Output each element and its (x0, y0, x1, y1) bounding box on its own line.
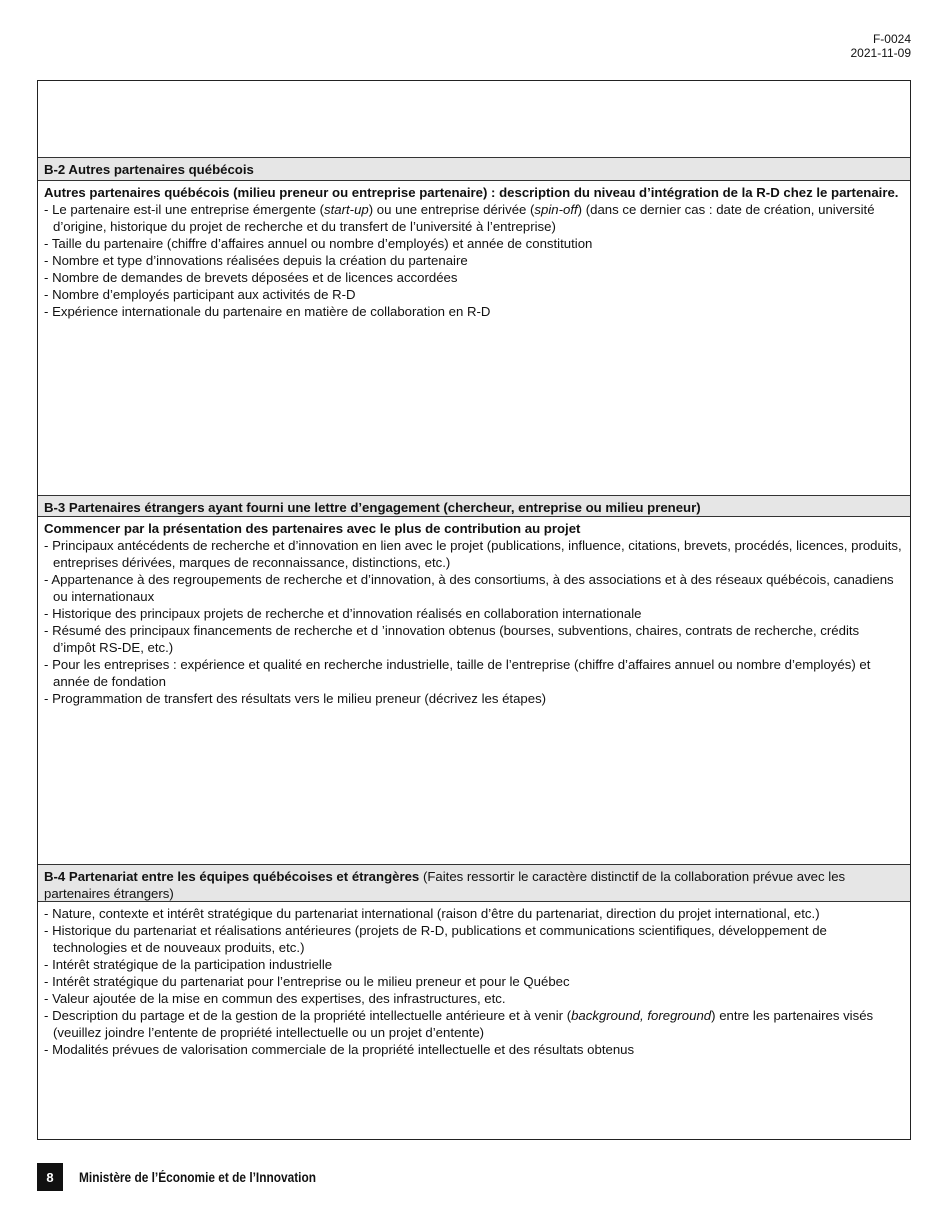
page-number: 8 (37, 1163, 63, 1191)
list-item: - Intérêt stratégique du partenariat pour l’entreprise ou le milieu preneur et pour le Québec (44, 973, 904, 990)
section-b2-lead: Autres partenaires québécois (milieu preneur ou entreprise partenaire) : description du niveau d’intégration de la R-D chez le partenaire. (44, 185, 899, 200)
section-b2-body[interactable] (38, 181, 910, 495)
list-item: - Modalités prévues de valorisation commerciale de la propriété intellectuelle et des résultats obtenus (44, 1041, 904, 1058)
section-b3-list (44, 537, 904, 707)
list-item: - Appartenance à des regroupements de recherche et d’innovation, à des consortiums, à des associations et à des réseaux québécois, canadiens ou internationaux (44, 571, 904, 605)
section-b2-title: B-2 Autres partenaires québécois (44, 162, 254, 177)
form-date: 2021-11-09 (850, 46, 911, 60)
list-item: - Nombre de demandes de brevets déposées et de licences accordées (44, 269, 904, 286)
list-item: - Intérêt stratégique de la participation industrielle (44, 956, 904, 973)
list-item: - Résumé des principaux financements de recherche et d ’innovation obtenus (bourses, subventions, chaires, contrats de recherche, crédits d’impôt RS-DE, etc.) (44, 622, 904, 656)
list-item: - Taille du partenaire (chiffre d’affaires annuel ou nombre d’employés) et année de constitution (44, 235, 904, 252)
section-b4-list (44, 905, 904, 1058)
list-item: - Description du partage et de la gestion de la propriété intellectuelle antérieure et à venir (background, foreground) entre les partenaires visés (veuillez joindre l’entente de propriété intellectuelle ou un projet d’entente) (44, 1007, 904, 1041)
ministry-name: Ministère de l’Économie et de l’Innovation (79, 1169, 316, 1185)
section-b3-lead: Commencer par la présentation des partenaires avec le plus de contribution au projet (44, 521, 581, 536)
previous-section-answer-area[interactable] (38, 81, 910, 157)
section-b4-body[interactable] (38, 902, 910, 1138)
list-item: - Le partenaire est-il une entreprise émergente (start-up) ou une entreprise dérivée (spin-off) (dans ce dernier cas : date de création, université d’origine, historique du projet de recherche et du transfert de l’université à l’entreprise) (44, 201, 904, 235)
section-b4-note: (Faites ressortir le caractère distinctif de la collaboration prévue avec les partenaires étrangers) (44, 869, 846, 901)
list-item: - Valeur ajoutée de la mise en commun des expertises, des infrastructures, etc. (44, 990, 904, 1007)
list-item: - Principaux antécédents de recherche et d’innovation en lien avec le projet (publications, influence, citations, brevets, procédés, licences, produits, entreprises dérivées, marques de reconnaissance, distinctions, etc.) (44, 537, 904, 571)
section-b4-header (38, 864, 910, 902)
page-footer (37, 1163, 348, 1191)
form-code: F-0024 (872, 32, 911, 46)
list-item: - Pour les entreprises : expérience et qualité en recherche industrielle, taille de l’entreprise (chiffre d’affaires annuel ou nombre d’employés) et année de fondation (44, 656, 904, 690)
list-item: - Nature, contexte et intérêt stratégique du partenariat international (raison d’être du partenariat, direction du projet international, etc.) (44, 905, 904, 922)
list-item: - Expérience internationale du partenaire en matière de collaboration en R-D (44, 303, 904, 320)
list-item: - Nombre d’employés participant aux activités de R-D (44, 286, 904, 303)
list-item: - Historique du partenariat et réalisations antérieures (projets de R-D, publications et communications scientifiques, développement de technologies et de nouveaux produits, etc.) (44, 922, 904, 956)
section-b4-title: B-4 Partenariat entre les équipes québécoises et étrangères (44, 869, 420, 884)
section-b3-title: B-3 Partenaires étrangers ayant fourni une lettre d’engagement (chercheur, entreprise ou milieu preneur) (44, 500, 701, 515)
section-b3-header (38, 495, 910, 517)
section-b2-header (38, 157, 910, 181)
list-item: - Programmation de transfert des résultats vers le milieu preneur (décrivez les étapes) (44, 690, 904, 707)
form-frame (37, 80, 911, 1140)
section-b3-body[interactable] (38, 517, 910, 864)
section-b2-list (44, 201, 904, 320)
list-item: - Historique des principaux projets de recherche et d’innovation réalisés en collaboration internationale (44, 605, 904, 622)
form-identifier (851, 32, 912, 60)
list-item: - Nombre et type d’innovations réalisées depuis la création du partenaire (44, 252, 904, 269)
